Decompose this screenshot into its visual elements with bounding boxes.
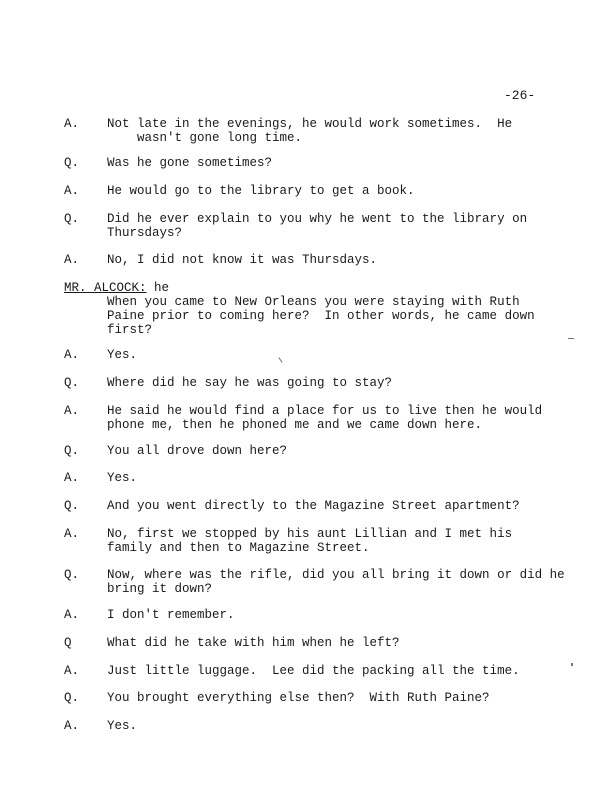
question-text: You all drove down here? bbox=[107, 444, 288, 458]
speaker-label: Q. bbox=[64, 156, 80, 170]
scan-speck bbox=[568, 338, 574, 339]
page-number: -26- bbox=[504, 88, 536, 103]
scan-speck bbox=[571, 663, 573, 666]
alcock-insert: he bbox=[154, 281, 170, 295]
speaker-label: Q bbox=[64, 636, 72, 650]
question-text: Did he ever explain to you why he went to the library on Thursdays? bbox=[107, 212, 528, 240]
answer-text: No, I did not know it was Thursdays. bbox=[107, 253, 378, 267]
question-text: Now, where was the rifle, did you all bring it down or did he bring it down? bbox=[107, 568, 565, 596]
speaker-label: A. bbox=[64, 527, 80, 541]
answer-text: Just little luggage. Lee did the packing all the time. bbox=[107, 664, 520, 678]
question-text: Where did he say he was going to stay? bbox=[107, 376, 393, 390]
question-text: You brought everything else then? With Ruth Paine? bbox=[107, 691, 490, 705]
speaker-label: Q. bbox=[64, 212, 80, 226]
speaker-label: A. bbox=[64, 471, 80, 485]
answer-text: I don't remember. bbox=[107, 608, 235, 622]
speaker-label: A. bbox=[64, 664, 80, 678]
speaker-label: Q. bbox=[64, 568, 80, 582]
answer-text: Yes. bbox=[107, 471, 138, 485]
speaker-label: A. bbox=[64, 184, 80, 198]
speaker-label: Q. bbox=[64, 444, 80, 458]
answer-text: Not late in the evenings, he would work sometimes. He wasn't gone long time. bbox=[107, 117, 513, 145]
alcock-question-text: When you came to New Orleans you were staying with Ruth Paine prior to coming here? In other words, he came down first? bbox=[107, 295, 535, 337]
alcock-name: MR. ALCOCK: bbox=[64, 281, 147, 295]
speaker-label: Q. bbox=[64, 376, 80, 390]
speaker-label: A. bbox=[64, 719, 80, 733]
question-text: And you went directly to the Magazine Street apartment? bbox=[107, 499, 520, 513]
answer-text: No, first we stopped by his aunt Lillian and I met his family and then to Magazine Street. bbox=[107, 527, 513, 555]
question-text: Was he gone sometimes? bbox=[107, 156, 273, 170]
answer-text: Yes. bbox=[107, 348, 138, 362]
speaker-label: Q. bbox=[64, 499, 80, 513]
question-text: What did he take with him when he left? bbox=[107, 636, 400, 650]
answer-text: He would go to the library to get a book. bbox=[107, 184, 415, 198]
alcock-label bbox=[64, 281, 169, 295]
speaker-label: A. bbox=[64, 117, 80, 131]
answer-text: He said he would find a place for us to live then he would phone me, then he phoned me and we came down here. bbox=[107, 404, 543, 432]
speaker-label: A. bbox=[64, 253, 80, 267]
answer-text: Yes. bbox=[107, 719, 138, 733]
speaker-label: Q. bbox=[64, 691, 80, 705]
speaker-label: A. bbox=[64, 348, 80, 362]
speaker-label: A. bbox=[64, 608, 80, 622]
speaker-label: A. bbox=[64, 404, 80, 418]
